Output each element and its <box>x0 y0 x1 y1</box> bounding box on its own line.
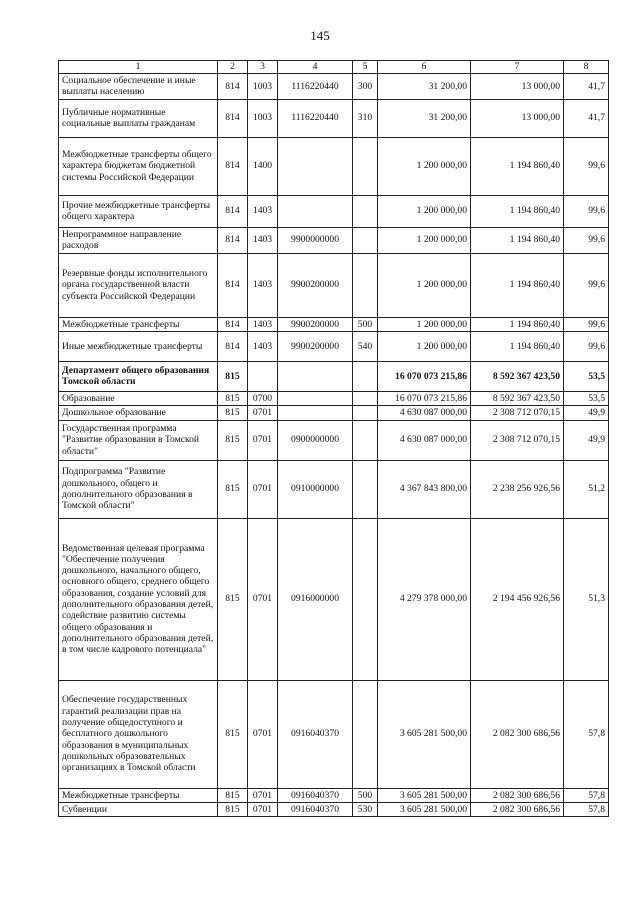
code-admin: 815 <box>218 406 248 420</box>
execution-percent: 57,8 <box>564 680 609 788</box>
execution-percent: 99,6 <box>564 253 609 317</box>
plan-amount: 4 630 087 000,00 <box>378 406 471 420</box>
code-expense-type <box>353 406 378 420</box>
actual-amount: 1 194 860,40 <box>471 253 564 317</box>
code-expense-type: 500 <box>353 317 378 331</box>
column-header: 4 <box>278 61 353 74</box>
plan-amount: 1 200 000,00 <box>378 195 471 227</box>
table-header-row <box>59 61 609 74</box>
plan-amount: 1 200 000,00 <box>378 253 471 317</box>
table-row <box>59 317 609 331</box>
code-admin: 815 <box>218 460 248 518</box>
code-target: 0916040370 <box>278 802 353 816</box>
actual-amount: 13 000,00 <box>471 99 564 137</box>
code-target: 0916000000 <box>278 518 353 680</box>
code-expense-type <box>353 460 378 518</box>
plan-amount: 16 070 073 215,86 <box>378 391 471 405</box>
plan-amount: 1 200 000,00 <box>378 227 471 253</box>
actual-amount: 2 238 256 926,56 <box>471 460 564 518</box>
execution-percent: 41,7 <box>564 99 609 137</box>
plan-amount: 1 200 000,00 <box>378 317 471 331</box>
column-header: 3 <box>248 61 278 74</box>
table-row <box>59 406 609 420</box>
row-name: Иные межбюджетные трансферты <box>59 331 218 361</box>
code-expense-type <box>353 195 378 227</box>
code-expense-type <box>353 253 378 317</box>
plan-amount: 1 200 000,00 <box>378 137 471 195</box>
code-section: 0701 <box>248 802 278 816</box>
plan-amount: 3 605 281 500,00 <box>378 788 471 802</box>
row-name: Социальное обеспечение и иные выплаты населению <box>59 74 218 100</box>
code-admin: 815 <box>218 788 248 802</box>
table-row <box>59 99 609 137</box>
code-section: 1403 <box>248 317 278 331</box>
table-row <box>59 331 609 361</box>
row-name: Ведомственная целевая программа "Обеспечение получения дошкольного, начального общего, основного общего, среднего общего образования, создание условий для дополнительного образования детей, содействие развитию системы общего образования и дополнительного образования детей, в том числе кадрового потенциала" <box>59 518 218 680</box>
code-section: 0701 <box>248 680 278 788</box>
table-row <box>59 137 609 195</box>
code-admin: 815 <box>218 518 248 680</box>
code-admin: 814 <box>218 253 248 317</box>
row-name: Департамент общего образования Томской области <box>59 361 218 391</box>
code-target: 1116220440 <box>278 74 353 100</box>
execution-percent: 99,6 <box>564 195 609 227</box>
execution-percent: 57,8 <box>564 788 609 802</box>
column-header: 5 <box>353 61 378 74</box>
code-admin: 815 <box>218 391 248 405</box>
table-row <box>59 460 609 518</box>
table-row <box>59 253 609 317</box>
code-target: 9900200000 <box>278 317 353 331</box>
code-expense-type <box>353 137 378 195</box>
code-section: 0701 <box>248 406 278 420</box>
code-expense-type <box>353 227 378 253</box>
code-section: 1003 <box>248 99 278 137</box>
actual-amount: 1 194 860,40 <box>471 227 564 253</box>
code-target: 0916040370 <box>278 680 353 788</box>
table-row <box>59 391 609 405</box>
code-section: 1003 <box>248 74 278 100</box>
column-header: 8 <box>564 61 609 74</box>
code-expense-type: 310 <box>353 99 378 137</box>
execution-percent: 51,2 <box>564 460 609 518</box>
execution-percent: 99,6 <box>564 331 609 361</box>
code-section <box>248 361 278 391</box>
code-expense-type <box>353 518 378 680</box>
plan-amount: 3 605 281 500,00 <box>378 802 471 816</box>
actual-amount: 1 194 860,40 <box>471 137 564 195</box>
row-name: Государственная программа "Развитие образования в Томской области" <box>59 420 218 460</box>
code-section: 0700 <box>248 391 278 405</box>
code-target: 1116220440 <box>278 99 353 137</box>
actual-amount: 2 082 300 686,56 <box>471 680 564 788</box>
execution-percent: 53,5 <box>564 391 609 405</box>
actual-amount: 1 194 860,40 <box>471 331 564 361</box>
code-section: 1403 <box>248 331 278 361</box>
code-admin: 815 <box>218 680 248 788</box>
plan-amount: 4 367 843 800,00 <box>378 460 471 518</box>
column-header: 2 <box>218 61 248 74</box>
actual-amount: 1 194 860,40 <box>471 195 564 227</box>
code-target: 0916040370 <box>278 788 353 802</box>
code-expense-type: 500 <box>353 788 378 802</box>
execution-percent: 51,3 <box>564 518 609 680</box>
table-row <box>59 788 609 802</box>
code-target: 0910000000 <box>278 460 353 518</box>
actual-amount: 2 308 712 070,15 <box>471 420 564 460</box>
actual-amount: 2 082 300 686,56 <box>471 802 564 816</box>
code-target <box>278 391 353 405</box>
actual-amount: 8 592 367 423,50 <box>471 361 564 391</box>
code-section: 1403 <box>248 253 278 317</box>
code-section: 0701 <box>248 788 278 802</box>
code-target: 9900200000 <box>278 331 353 361</box>
actual-amount: 1 194 860,40 <box>471 317 564 331</box>
row-name: Субвенции <box>59 802 218 816</box>
execution-percent: 99,6 <box>564 137 609 195</box>
code-admin: 814 <box>218 317 248 331</box>
plan-amount: 31 200,00 <box>378 74 471 100</box>
column-header: 6 <box>378 61 471 74</box>
row-name: Образование <box>59 391 218 405</box>
actual-amount: 2 194 456 926,56 <box>471 518 564 680</box>
code-admin: 814 <box>218 74 248 100</box>
row-name: Прочие межбюджетные трансферты общего характера <box>59 195 218 227</box>
page-number: 145 <box>310 28 330 43</box>
code-expense-type: 530 <box>353 802 378 816</box>
code-admin: 814 <box>218 331 248 361</box>
plan-amount: 4 279 378 000,00 <box>378 518 471 680</box>
row-name: Межбюджетные трансферты <box>59 788 218 802</box>
code-section: 0701 <box>248 460 278 518</box>
row-name: Непрограммное направление расходов <box>59 227 218 253</box>
code-admin: 814 <box>218 99 248 137</box>
column-header: 1 <box>59 61 218 74</box>
actual-amount: 2 082 300 686,56 <box>471 788 564 802</box>
execution-percent: 49,9 <box>564 406 609 420</box>
row-name: Дошкольное образование <box>59 406 218 420</box>
code-target <box>278 406 353 420</box>
actual-amount: 13 000,00 <box>471 74 564 100</box>
code-expense-type: 540 <box>353 331 378 361</box>
execution-percent: 99,6 <box>564 227 609 253</box>
table-row <box>59 680 609 788</box>
code-target: 0900000000 <box>278 420 353 460</box>
execution-percent: 57,8 <box>564 802 609 816</box>
actual-amount: 2 308 712 070,15 <box>471 406 564 420</box>
row-name: Обеспечение государственных гарантий реализации прав на получение общедоступного и бесплатного дошкольного образования в муниципальных дошкольных образовательных организациях в Томской области <box>59 680 218 788</box>
row-name: Публичные нормативные социальные выплаты гражданам <box>59 99 218 137</box>
plan-amount: 4 630 087 000,00 <box>378 420 471 460</box>
table-row <box>59 74 609 100</box>
row-name: Межбюджетные трансферты общего характера бюджетам бюджетной системы Российской Федерации <box>59 137 218 195</box>
table-row <box>59 518 609 680</box>
column-header: 7 <box>471 61 564 74</box>
code-expense-type <box>353 680 378 788</box>
plan-amount: 1 200 000,00 <box>378 331 471 361</box>
execution-percent: 41,7 <box>564 74 609 100</box>
code-admin: 815 <box>218 802 248 816</box>
actual-amount: 8 592 367 423,50 <box>471 391 564 405</box>
code-target: 9900000000 <box>278 227 353 253</box>
execution-percent: 53,5 <box>564 361 609 391</box>
code-admin: 814 <box>218 137 248 195</box>
execution-percent: 99,6 <box>564 317 609 331</box>
code-target: 9900200000 <box>278 253 353 317</box>
plan-amount: 3 605 281 500,00 <box>378 680 471 788</box>
code-target <box>278 195 353 227</box>
row-name: Подпрограмма "Развитие дошкольного, общего и дополнительного образования в Томской области" <box>59 460 218 518</box>
code-admin: 814 <box>218 227 248 253</box>
code-section: 0701 <box>248 518 278 680</box>
code-section: 1403 <box>248 195 278 227</box>
code-section: 1403 <box>248 227 278 253</box>
code-expense-type <box>353 391 378 405</box>
code-admin: 815 <box>218 420 248 460</box>
code-target <box>278 137 353 195</box>
table-row <box>59 420 609 460</box>
code-admin: 814 <box>218 195 248 227</box>
table-row <box>59 802 609 816</box>
row-name: Резервные фонды исполнительного органа государственной власти субъекта Российской Федерации <box>59 253 218 317</box>
execution-percent: 49,9 <box>564 420 609 460</box>
code-expense-type: 300 <box>353 74 378 100</box>
table-row <box>59 227 609 253</box>
code-expense-type <box>353 420 378 460</box>
table-row <box>59 195 609 227</box>
table-row <box>59 361 609 391</box>
code-section: 0701 <box>248 420 278 460</box>
plan-amount: 31 200,00 <box>378 99 471 137</box>
code-target <box>278 361 353 391</box>
code-admin: 815 <box>218 361 248 391</box>
code-section: 1400 <box>248 137 278 195</box>
plan-amount: 16 070 073 215,86 <box>378 361 471 391</box>
code-expense-type <box>353 361 378 391</box>
row-name: Межбюджетные трансферты <box>59 317 218 331</box>
budget-table <box>58 60 609 817</box>
